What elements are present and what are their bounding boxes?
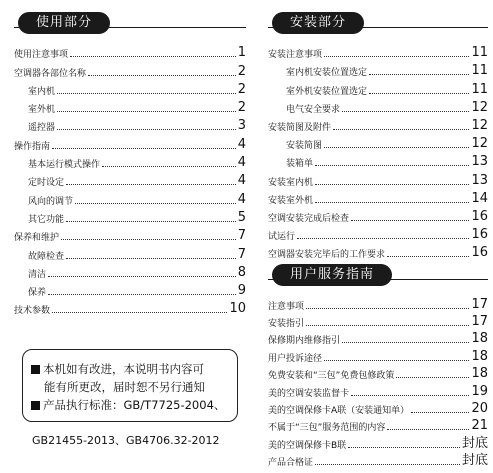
toc-entry-title: 基本运行模式操作 xyxy=(28,160,101,171)
toc-entry-title: 美的空调保修卡B联 xyxy=(268,440,347,451)
toc-entry-title: 安装注意事项 xyxy=(268,50,323,61)
toc-entry-title: 安装指引 xyxy=(268,319,305,330)
toc-entry-title: 美的空调安装监督卡 xyxy=(268,388,350,399)
usage-section-header xyxy=(14,12,246,34)
toc-entry xyxy=(14,188,246,206)
toc-entry-page: 2 xyxy=(237,63,246,79)
toc-entry xyxy=(14,152,246,170)
toc-entry-page: 18 xyxy=(471,348,488,364)
toc-entry-title: 技术参数 xyxy=(14,306,51,317)
toc-entry-page: 封底 xyxy=(461,435,488,451)
toc-entry-title: 安装简图及附件 xyxy=(268,122,332,133)
toc-entry xyxy=(268,242,488,260)
toc-entry xyxy=(268,346,488,363)
install-toc xyxy=(268,42,488,260)
toc-entry-page: 4 xyxy=(237,136,246,152)
left-column xyxy=(14,12,246,316)
dot-leader xyxy=(315,464,460,465)
toc-entry-page: 10 xyxy=(229,301,246,317)
toc-entry-page: 7 xyxy=(237,228,246,244)
toc-entry-page: 16 xyxy=(471,245,488,261)
dot-leader xyxy=(324,147,469,148)
dot-leader xyxy=(351,395,469,396)
toc-entry xyxy=(268,60,488,78)
toc-entry-page: 12 xyxy=(471,136,488,152)
toc-entry xyxy=(14,97,246,115)
toc-entry xyxy=(14,225,246,243)
service-toc xyxy=(268,294,488,468)
toc-entry xyxy=(268,294,488,311)
toc-entry-title: 其它功能 xyxy=(28,214,65,225)
dot-leader xyxy=(102,166,236,167)
toc-entry-title: 空调安装完成后检查 xyxy=(268,213,350,224)
toc-entry xyxy=(14,280,246,298)
toc-entry-page: 4 xyxy=(237,155,246,171)
toc-entry-title: 定时设定 xyxy=(28,178,65,189)
toc-entry xyxy=(268,115,488,133)
toc-entry-title: 注意事项 xyxy=(268,301,305,312)
dot-leader xyxy=(306,325,469,326)
toc-entry xyxy=(14,133,246,151)
dot-leader xyxy=(315,184,469,185)
toc-entry-page: 21 xyxy=(471,418,488,434)
toc-entry xyxy=(268,133,488,151)
service-section-header xyxy=(268,264,488,286)
toc-entry xyxy=(268,416,488,433)
toc-entry xyxy=(14,170,246,188)
toc-entry-title: 风向的调节 xyxy=(28,196,74,207)
dot-leader xyxy=(52,312,227,313)
toc-entry-page: 9 xyxy=(237,283,246,299)
toc-entry xyxy=(268,169,488,187)
toc-entry-page: 18 xyxy=(471,331,488,347)
dot-leader xyxy=(369,93,469,94)
toc-entry-title: 安装简图 xyxy=(286,141,323,152)
dot-leader xyxy=(369,74,469,75)
toc-entry-page: 3 xyxy=(237,118,246,134)
toc-entry-title: 免费安装和“三包”免费包修政策 xyxy=(268,371,395,382)
toc-entry-page: 14 xyxy=(471,190,488,206)
toc-entry xyxy=(14,42,246,60)
toc-entry xyxy=(14,243,246,261)
toc-entry-page: 12 xyxy=(471,99,488,115)
bullet-square-icon xyxy=(31,365,40,374)
dot-leader xyxy=(57,129,236,130)
toc-entry-page: 11 xyxy=(471,81,488,97)
toc-entry-page: 18 xyxy=(471,366,488,382)
toc-entry xyxy=(268,381,488,398)
toc-entry-title: 室外机安装位置选定 xyxy=(286,86,368,97)
dot-leader xyxy=(315,165,469,166)
toc-entry xyxy=(268,151,488,169)
toc-entry-title: 安装室外机 xyxy=(268,195,314,206)
toc-entry-title: 产品合格证 xyxy=(268,458,314,469)
dot-leader xyxy=(88,75,236,76)
toc-entry-title: 使用注意事项 xyxy=(14,50,69,61)
dot-leader xyxy=(57,111,236,112)
toc-entry-page: 16 xyxy=(471,208,488,224)
notice-box xyxy=(22,349,238,422)
toc-entry xyxy=(268,451,488,468)
toc-entry-title: 清洁 xyxy=(28,269,47,280)
toc-entry-page: 17 xyxy=(471,296,488,312)
usage-section-title: 使用部分 xyxy=(18,12,110,34)
toc-entry-title: 空调器安装完毕后的工作要求 xyxy=(268,250,386,261)
toc-entry xyxy=(268,42,488,60)
notice-line-1: 本机如有改进，本说明书内容可 xyxy=(31,360,231,378)
toc-entry xyxy=(268,329,488,346)
toc-entry xyxy=(268,364,488,381)
toc-entry-page: 4 xyxy=(237,191,246,207)
notice-line-2: 能有所更改，届时恕不另行通知 xyxy=(44,380,205,394)
toc-entry-page: 5 xyxy=(237,209,246,225)
toc-entry-page: 13 xyxy=(471,172,488,188)
dot-leader xyxy=(387,429,469,430)
notice-line-3: 产品执行标准：GB/T7725-2004、 xyxy=(31,396,231,414)
toc-entry-page: 2 xyxy=(237,100,246,116)
toc-entry-page: 11 xyxy=(471,63,488,79)
toc-entry xyxy=(14,207,246,225)
toc-entry-page: 8 xyxy=(237,264,246,280)
toc-entry-page: 12 xyxy=(471,117,488,133)
toc-entry-page: 2 xyxy=(237,81,246,97)
toc-entry-page: 7 xyxy=(237,246,246,262)
dot-leader xyxy=(351,220,469,221)
toc-entry-title: 室内机 xyxy=(28,86,56,97)
dot-leader xyxy=(387,256,469,257)
service-section-title: 用户服务指南 xyxy=(272,264,392,286)
dot-leader xyxy=(348,447,460,448)
install-section-title: 安装部分 xyxy=(272,12,364,34)
dot-leader xyxy=(297,238,469,239)
toc-entry-title: 保修期内维修指引 xyxy=(268,336,341,347)
dot-leader xyxy=(52,148,236,149)
toc-entry xyxy=(268,78,488,96)
toc-entry-title: 用户投诉途径 xyxy=(268,353,323,364)
toc-entry-page: 13 xyxy=(471,154,488,170)
toc-entry xyxy=(268,97,488,115)
dot-leader xyxy=(48,276,236,277)
toc-entry xyxy=(268,206,488,224)
dot-leader xyxy=(75,203,236,204)
dot-leader xyxy=(48,294,236,295)
toc-entry xyxy=(14,79,246,97)
toc-entry-page: 17 xyxy=(471,314,488,330)
dot-leader xyxy=(306,308,469,309)
dot-leader xyxy=(66,184,236,185)
toc-entry-title: 安装室内机 xyxy=(268,177,314,188)
dot-leader xyxy=(324,360,469,361)
dot-leader xyxy=(315,202,469,203)
dot-leader xyxy=(66,221,236,222)
toc-entry-title: 美的空调保修卡A联（安装通知单） xyxy=(268,405,410,416)
install-section-header xyxy=(268,12,488,34)
toc-entry xyxy=(268,399,488,416)
dot-leader xyxy=(333,129,469,130)
dot-leader xyxy=(66,258,236,259)
standards-line: GB21455-2013、GB4706.32-2012 xyxy=(32,434,220,447)
toc-entry-page: 20 xyxy=(471,400,488,416)
toc-entry-page: 4 xyxy=(237,173,246,189)
dot-leader xyxy=(57,93,236,94)
toc-entry-page: 封底 xyxy=(461,453,488,469)
right-column xyxy=(268,12,488,468)
toc-entry-title: 空调器各部位名称 xyxy=(14,68,87,79)
bullet-square-icon xyxy=(31,401,40,410)
dot-leader xyxy=(324,56,469,57)
toc-entry-title: 室内机安装位置选定 xyxy=(286,68,368,79)
toc-entry-page: 16 xyxy=(471,227,488,243)
toc-entry-title: 遥控器 xyxy=(28,123,56,134)
toc-entry-title: 不属于“三包”服务范围的内容 xyxy=(268,423,386,434)
toc-entry xyxy=(268,433,488,450)
toc-entry-title: 电气安全要求 xyxy=(286,104,341,115)
toc-entry xyxy=(268,224,488,242)
dot-leader xyxy=(342,111,469,112)
toc-entry-page: 11 xyxy=(471,45,488,61)
dot-leader xyxy=(70,56,236,57)
toc-entry xyxy=(14,115,246,133)
toc-entry-title: 操作指南 xyxy=(14,141,51,152)
toc-entry-title: 试运行 xyxy=(268,232,296,243)
dot-leader xyxy=(411,412,469,413)
toc-entry-title: 保养 xyxy=(28,288,47,299)
toc-entry xyxy=(14,60,246,78)
toc-entry-title: 室外机 xyxy=(28,105,56,116)
usage-toc xyxy=(14,42,246,316)
toc-entry xyxy=(14,298,246,316)
toc-entry-title: 故障检查 xyxy=(28,251,65,262)
toc-entry-page: 1 xyxy=(237,45,246,61)
toc-entry xyxy=(14,262,246,280)
dot-leader xyxy=(61,239,236,240)
dot-leader xyxy=(396,377,469,378)
toc-entry-page: 19 xyxy=(471,383,488,399)
toc-entry xyxy=(268,188,488,206)
toc-entry-title: 保养和维护 xyxy=(14,233,60,244)
dot-leader xyxy=(342,342,469,343)
toc-entry-title: 装箱单 xyxy=(286,159,314,170)
toc-entry xyxy=(268,312,488,329)
